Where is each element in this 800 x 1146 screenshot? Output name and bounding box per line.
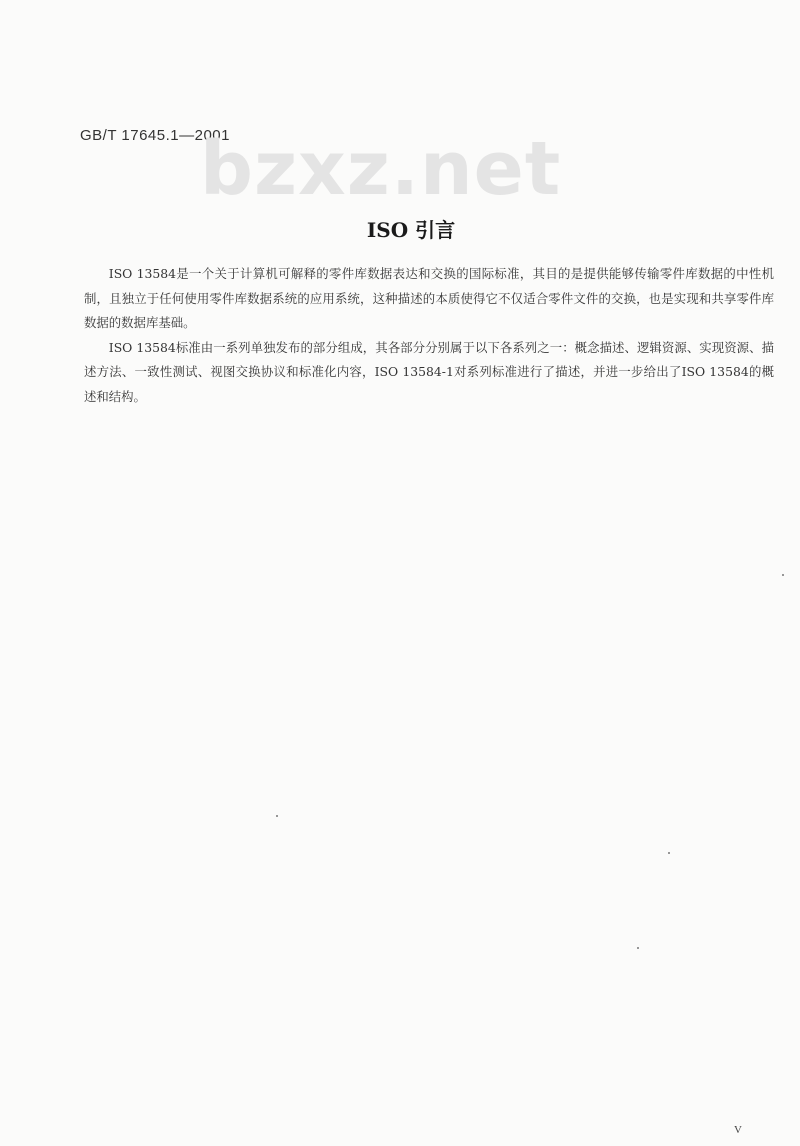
section-title: ISO 引言 — [366, 218, 456, 242]
standard-number-header: GB/T 17645.1—2001 — [80, 127, 230, 144]
scan-speck — [276, 815, 278, 817]
body-text — [84, 262, 774, 409]
scan-speck — [782, 574, 784, 576]
paragraph-2: ISO 13584标准由一系列单独发布的部分组成，其各部分分别属于以下各系列之一：概念描述、逻辑资源、实现资源、描述方法、一致性测试、视图交换协议和标准化内容，ISO 13584-1对系列标准进行了描述，并进一步给出了ISO 13584的概述和结构。 — [84, 339, 774, 404]
watermark-text: bzxz.net — [200, 126, 562, 212]
scan-speck — [668, 852, 670, 854]
page-number: V — [734, 1124, 742, 1136]
paragraph-1: ISO 13584是一个关于计算机可解释的零件库数据表达和交换的国际标准，其目的是提供能够传输零件库数据的中性机制，且独立于任何使用零件库数据系统的应用系统，这种描述的本质使得它不仅适合零件文件的交换，也是实现和共享零件库数据的数据库基础。 — [84, 266, 774, 330]
scan-speck — [637, 947, 639, 949]
